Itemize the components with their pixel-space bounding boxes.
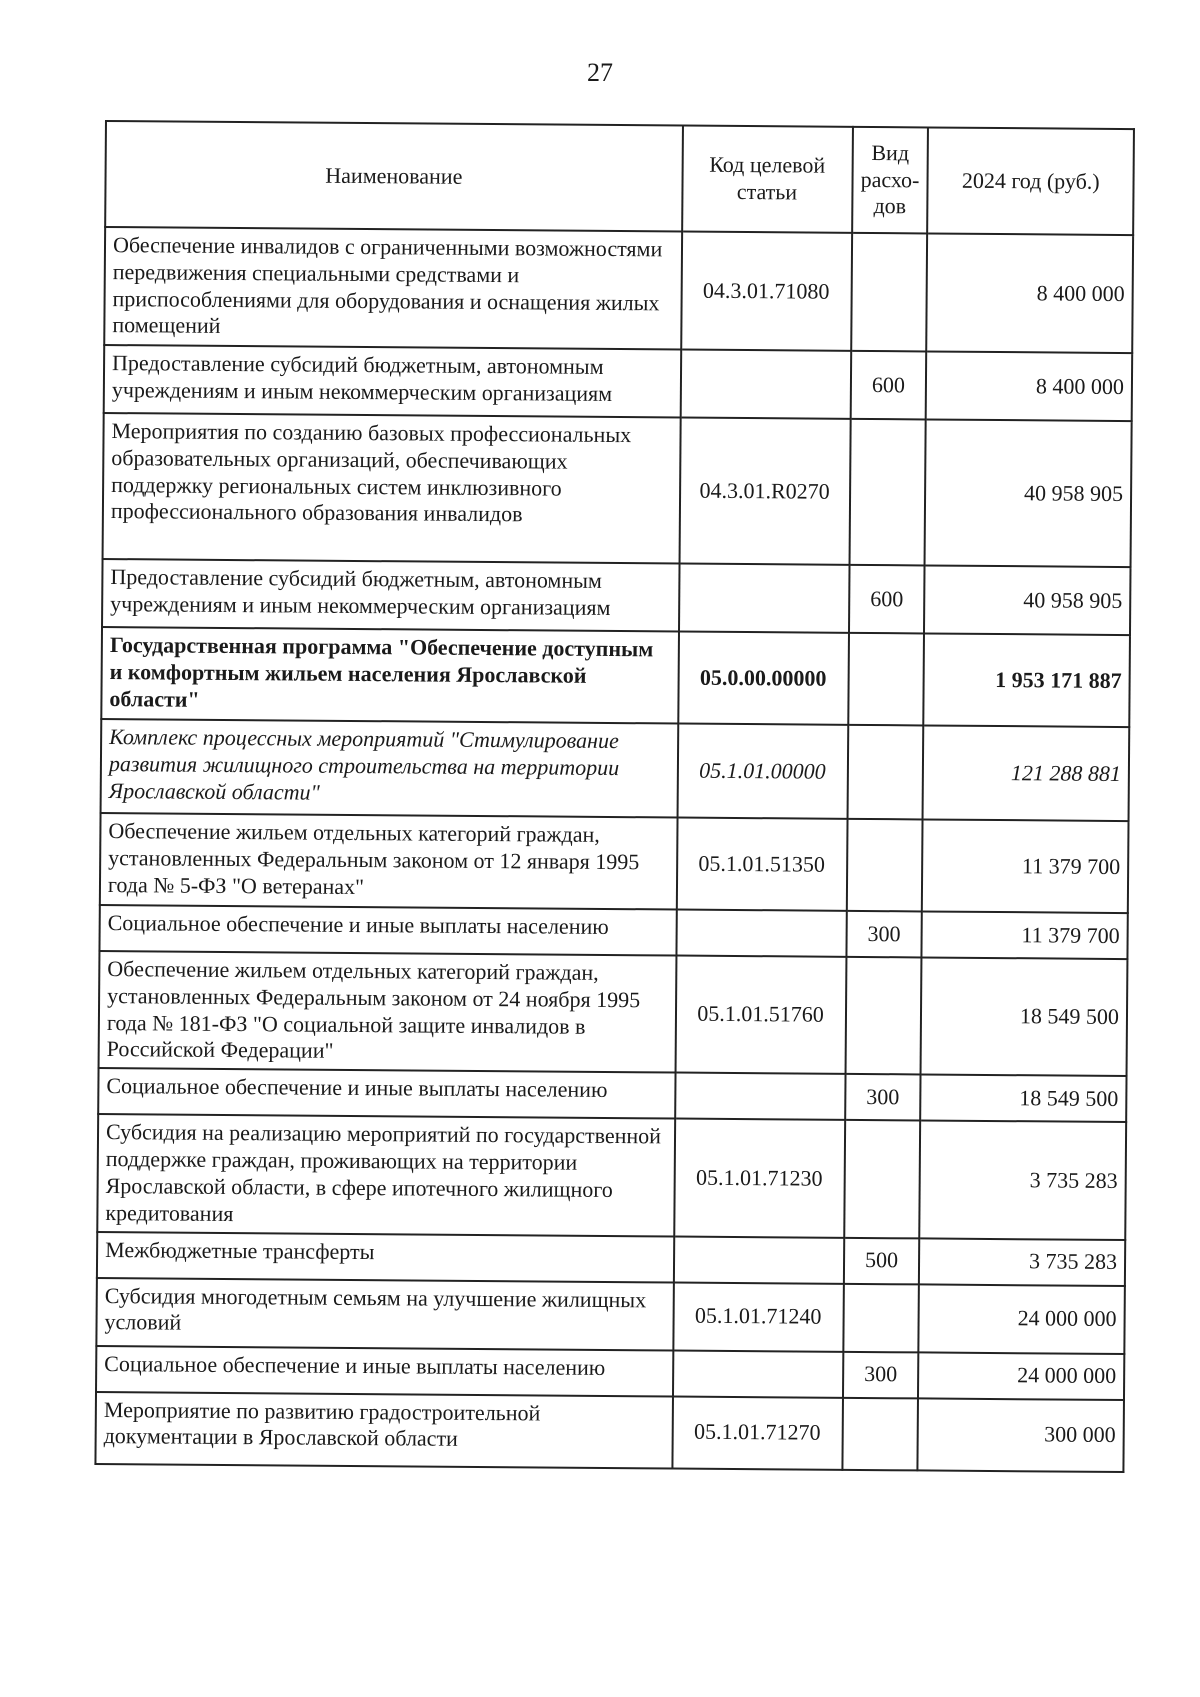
table-row [96,1346,1124,1400]
row-code: 04.3.01.R0270 [679,418,850,565]
table-row [104,227,1133,353]
row-name: Социальное обеспечение и иные выплаты населению [96,1346,673,1397]
row-kind [842,1397,919,1470]
table-row [97,1114,1126,1239]
table-row [98,1068,1126,1122]
row-amount: 11 379 700 [922,819,1128,913]
row-name: Мероприятие по развитию градостроительной документации в Ярославской области [95,1392,672,1469]
row-code: 05.1.01.71270 [672,1396,842,1469]
table-row [101,719,1130,821]
row-kind [847,725,924,820]
row-name: Межбюджетные трансферты [97,1232,674,1283]
row-kind: 300 [842,1351,918,1398]
row-name: Мероприятия по созданию базовых профессиональных образовательных организаций, обеспечивающих поддержку региональных систем инклюзивного профессионального образования инвалидов [103,413,681,564]
row-name: Обеспечение инвалидов с ограниченными возможностями передвижения специальными средствами и приспособлениями для оборудования и оснащения жилых помещений [104,227,682,350]
table-row [99,951,1128,1076]
row-code [679,564,849,633]
row-name: Государственная программа "Обеспечение доступным и комфортным жильем населения Ярославской области" [101,627,678,724]
row-amount: 121 288 881 [923,725,1129,821]
row-name: Предоставление субсидий бюджетным, автономным учреждениям и иным некоммерческим организациям [104,345,681,418]
row-code: 05.1.01.00000 [677,724,848,819]
row-amount: 3 735 283 [919,1238,1125,1286]
row-code: 05.1.01.51350 [676,818,847,911]
table-row [100,813,1129,913]
row-amount: 40 958 905 [925,419,1132,567]
row-name: Комплекс процессных мероприятий "Стимулирование развития жилищного строительства на территории Ярославской области" [101,719,678,818]
header-code: Код целевой статьи [682,126,853,233]
row-kind: 300 [845,1074,921,1121]
row-kind [843,1283,920,1352]
row-amount: 8 400 000 [927,233,1133,353]
row-amount: 3 735 283 [920,1121,1126,1240]
row-name: Обеспечение жильем отдельных категорий граждан, установленных Федеральным законом от 24 ноября 1995 года № 181-ФЗ "О социальной защите инвалидов в Российской Федерации" [99,951,676,1073]
row-kind [846,819,923,912]
row-amount: 18 549 500 [921,957,1127,1076]
header-kind: Вид расхо-дов [852,127,929,234]
row-code: 05.0.00.00000 [678,632,849,725]
row-amount: 24 000 000 [919,1284,1125,1354]
table-header-row [105,121,1134,235]
header-name: Наименование [105,121,682,232]
row-kind: 500 [843,1237,919,1284]
row-amount: 24 000 000 [918,1352,1124,1400]
row-kind: 300 [846,911,922,958]
row-name: Субсидия многодетным семьям на улучшение жилищных условий [96,1278,673,1351]
table-row [96,1278,1125,1354]
row-code: 05.1.01.71230 [674,1119,845,1238]
row-code [680,350,850,419]
row-amount: 40 958 905 [924,565,1130,635]
row-code: 05.1.01.71240 [673,1282,843,1351]
table-row [101,627,1130,727]
page-number: 27 [587,58,613,87]
row-amount: 11 379 700 [922,911,1128,959]
row-kind [851,233,928,352]
table-row [99,905,1127,959]
budget-table [94,120,1135,1473]
table-body [95,227,1133,1472]
row-kind [845,957,922,1075]
row-code [673,1236,843,1283]
table-row [102,559,1131,635]
row-code [675,1073,845,1120]
row-amount: 18 549 500 [921,1075,1127,1123]
row-name: Социальное обеспечение и иные выплаты населению [98,1068,675,1119]
table-row [95,1392,1124,1472]
row-amount: 1 953 171 887 [924,633,1130,727]
row-name: Социальное обеспечение и иные выплаты населению [99,905,676,956]
row-kind: 600 [848,565,925,634]
row-name: Предоставление субсидий бюджетным, автономным учреждениям и иным некоммерческим организациям [102,559,679,632]
table-row [97,1232,1125,1286]
table-row [104,345,1133,421]
row-code [676,910,846,957]
row-name: Обеспечение жильем отдельных категорий граждан, установленных Федеральным законом от 12 января 1995 года № 5-ФЗ "О ветеранах" [100,813,677,910]
row-kind [849,419,926,566]
table-row [103,413,1132,567]
row-code: 05.1.01.51760 [675,956,846,1075]
header-amount: 2024 год (руб.) [928,127,1134,235]
row-code: 04.3.01.71080 [681,232,852,351]
row-amount: 8 400 000 [926,351,1132,421]
row-kind: 600 [850,351,927,420]
row-code [673,1350,843,1397]
row-amount: 300 000 [918,1398,1124,1472]
row-kind [844,1120,921,1238]
row-name: Субсидия на реализацию мероприятий по государственной поддержке граждан, проживающих на территории Ярославской области, в сфере ипотечного жилищного кредитования [97,1114,674,1236]
row-kind [848,633,925,726]
